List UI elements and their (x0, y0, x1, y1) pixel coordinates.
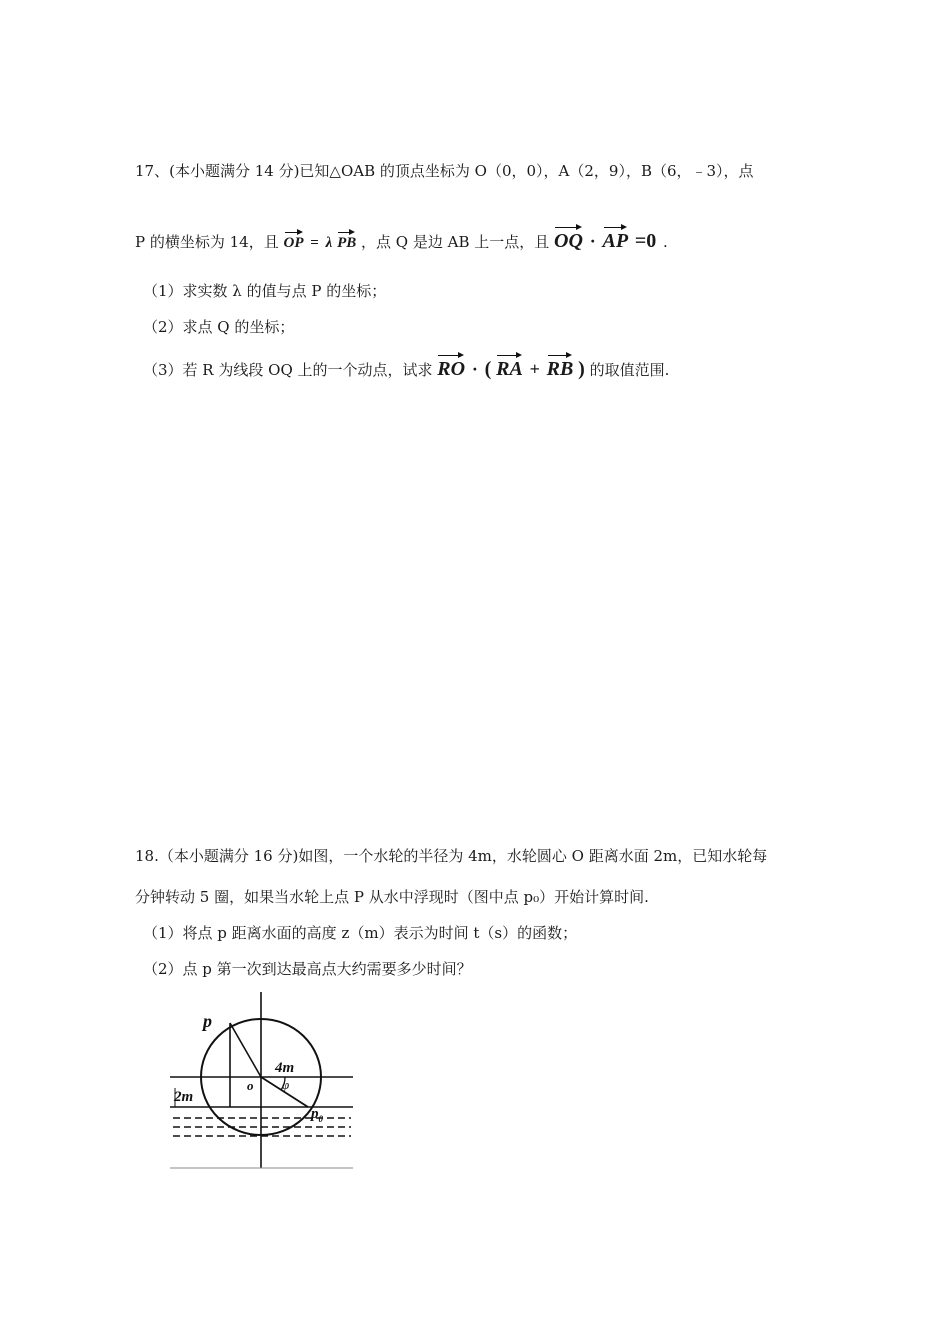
vector-ro: RO (437, 352, 465, 381)
label-p: p (203, 1011, 212, 1031)
q17-line1: 17、(本小题满分 14 分)已知△OAB 的顶点坐标为 O（0，0），A（2，9），B（6，﹣3），点 (135, 162, 754, 180)
plus-sign: + (529, 359, 540, 379)
q17-line2-end: . (663, 233, 668, 251)
water-wheel-diagram (165, 990, 355, 1170)
label-2m: 2m (174, 1089, 194, 1105)
equals-sign: = (310, 235, 319, 251)
equals-zero: =0 (634, 230, 657, 252)
q17-line2 (135, 224, 668, 253)
vector-ra: RA (496, 352, 523, 381)
label-phi: φ (282, 1077, 290, 1092)
label-p0 (309, 1106, 324, 1124)
dot-operator: · (589, 231, 596, 251)
dot-operator-2: · (471, 359, 478, 379)
q18-sub1: （1）将点 p 距离水面的高度 z（m）表示为时间 t（s）的函数； (143, 924, 578, 942)
q17-sub2: （2）求点 Q 的坐标； (143, 318, 295, 336)
radius-to-p (230, 1023, 261, 1077)
q17-sub3 (143, 352, 669, 381)
vector-ap: AP (603, 224, 629, 253)
q17-line2-mid: ，点 Q 是边 AB 上一点，且 (361, 233, 550, 251)
q18-sub2: （2）点 p 第一次到达最高点大约需要多少时间？ (143, 960, 472, 978)
left-paren: ( (484, 358, 492, 380)
q17-sub3-pre: （3）若 R 为线段 OQ 上的一个动点，试求 (143, 361, 433, 379)
q17-sub3-post: 的取值范围. (589, 361, 670, 379)
label-p0-main: p (311, 1106, 319, 1122)
q17-line2-pre: P 的横坐标为 14，且 (135, 233, 279, 251)
q18-line2: 分钟转动 5 圈，如果当水轮上点 P 从水中浮现时（图中点 p₀）开始计算时间. (135, 888, 649, 906)
lambda-symbol: λ (325, 235, 333, 251)
label-4m: 4m (275, 1060, 295, 1076)
vector-oq: OQ (554, 224, 583, 253)
vector-rb: RB (547, 352, 574, 381)
water-wheel-figure (165, 990, 355, 1170)
q18-line1: 18.（本小题满分 16 分)如图，一个水轮的半径为 4m，水轮圆心 O 距离水面 2m，已知水轮每 (135, 847, 768, 865)
vector-op: OP (284, 229, 304, 252)
vector-pb: PB (337, 229, 356, 252)
label-p0-subscript: 0 (318, 1114, 323, 1124)
right-paren: ) (578, 358, 585, 380)
label-o: o (247, 1078, 254, 1093)
q17-sub1: （1）求实数 λ 的值与点 P 的坐标； (143, 282, 387, 300)
